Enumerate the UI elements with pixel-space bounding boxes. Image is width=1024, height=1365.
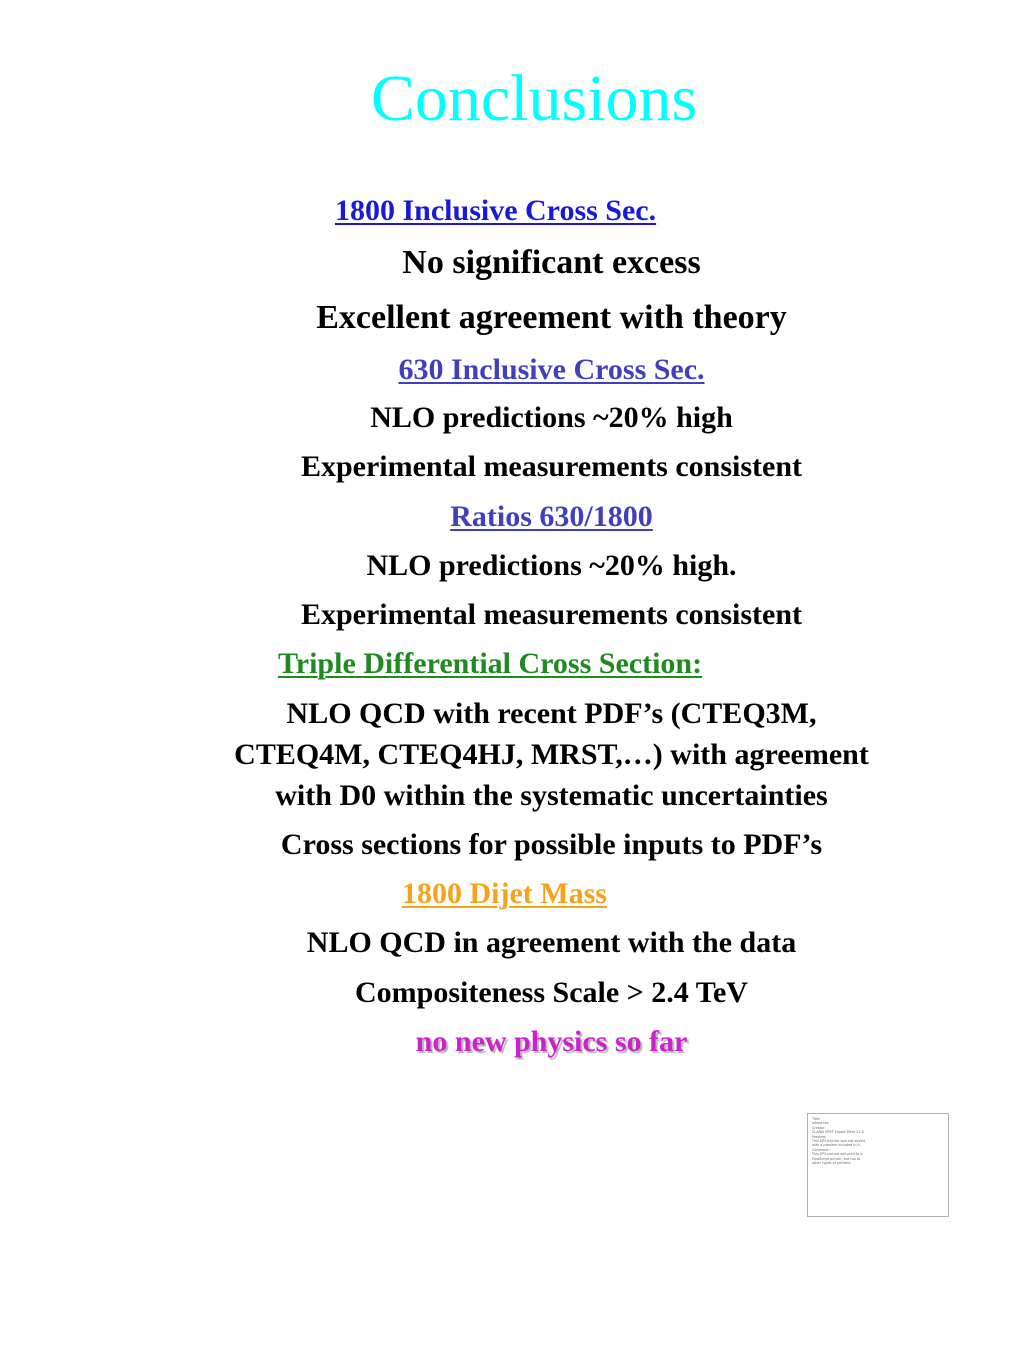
eps-info-line: Creator: bbox=[812, 1125, 826, 1130]
section-heading-triple-differential: Triple Differential Cross Section: bbox=[278, 647, 703, 680]
eps-info-line: CLARIS EPSF Export Filter V1.0 bbox=[812, 1130, 864, 1135]
section-heading-ratios: Ratios 630/1800 bbox=[450, 500, 653, 533]
statement-excellent-agreement: Excellent agreement with theory bbox=[316, 299, 787, 336]
statement-experimental-consistent: Experimental measurements consistent bbox=[300, 450, 803, 483]
statement-nlo-qcd-agreement: NLO QCD in agreement with the data bbox=[306, 926, 797, 959]
statement-cross-sections-pdf-inputs: Cross sections for possible inputs to PDF’s bbox=[280, 828, 823, 861]
statement-nlo-qcd-pdfs-line3: with D0 within the systematic uncertainties bbox=[275, 779, 828, 812]
slide-title: Conclusions bbox=[370, 62, 698, 135]
eps-info-line: PostScript printer, but not to bbox=[812, 1156, 861, 1161]
statement-compositeness-scale: Compositeness Scale > 2.4 TeV bbox=[355, 976, 748, 1009]
section-heading-1800-inclusive: 1800 Inclusive Cross Sec. bbox=[335, 194, 657, 227]
statement-nlo-qcd-pdfs-line2: CTEQ4M, CTEQ4HJ, MRST,…) with agreement bbox=[234, 738, 869, 771]
statement-nlo-20-high-ratios: NLO predictions ~20% high. bbox=[366, 549, 737, 582]
eps-info-line: Comment: bbox=[812, 1147, 830, 1152]
eps-info-line: This EPS picture will print to a bbox=[812, 1152, 863, 1157]
statement-no-significant-excess: No significant excess bbox=[402, 244, 701, 281]
statement-experimental-consistent-ratios: Experimental measurements consistent bbox=[300, 598, 803, 631]
eps-info-line: This EPS picture was not saved bbox=[812, 1139, 865, 1144]
eps-info-line: Title: bbox=[812, 1117, 821, 1121]
closing-no-new-physics: no new physics so far bbox=[415, 1025, 688, 1058]
eps-info-line: a9eps.tex bbox=[812, 1121, 829, 1126]
embedded-eps-placeholder bbox=[807, 1113, 949, 1217]
section-heading-1800-dijet-mass: 1800 Dijet Mass bbox=[402, 877, 607, 910]
eps-info-line: other types of printers. bbox=[812, 1161, 852, 1166]
section-heading-630-inclusive: 630 Inclusive Cross Sec. bbox=[398, 353, 705, 386]
eps-info-line: Preview: bbox=[812, 1134, 827, 1139]
eps-info-line: with a preview included in it. bbox=[812, 1143, 861, 1148]
statement-nlo-20-high: NLO predictions ~20% high bbox=[370, 401, 733, 434]
statement-nlo-qcd-pdfs-line1: NLO QCD with recent PDF’s (CTEQ3M, bbox=[286, 697, 817, 730]
